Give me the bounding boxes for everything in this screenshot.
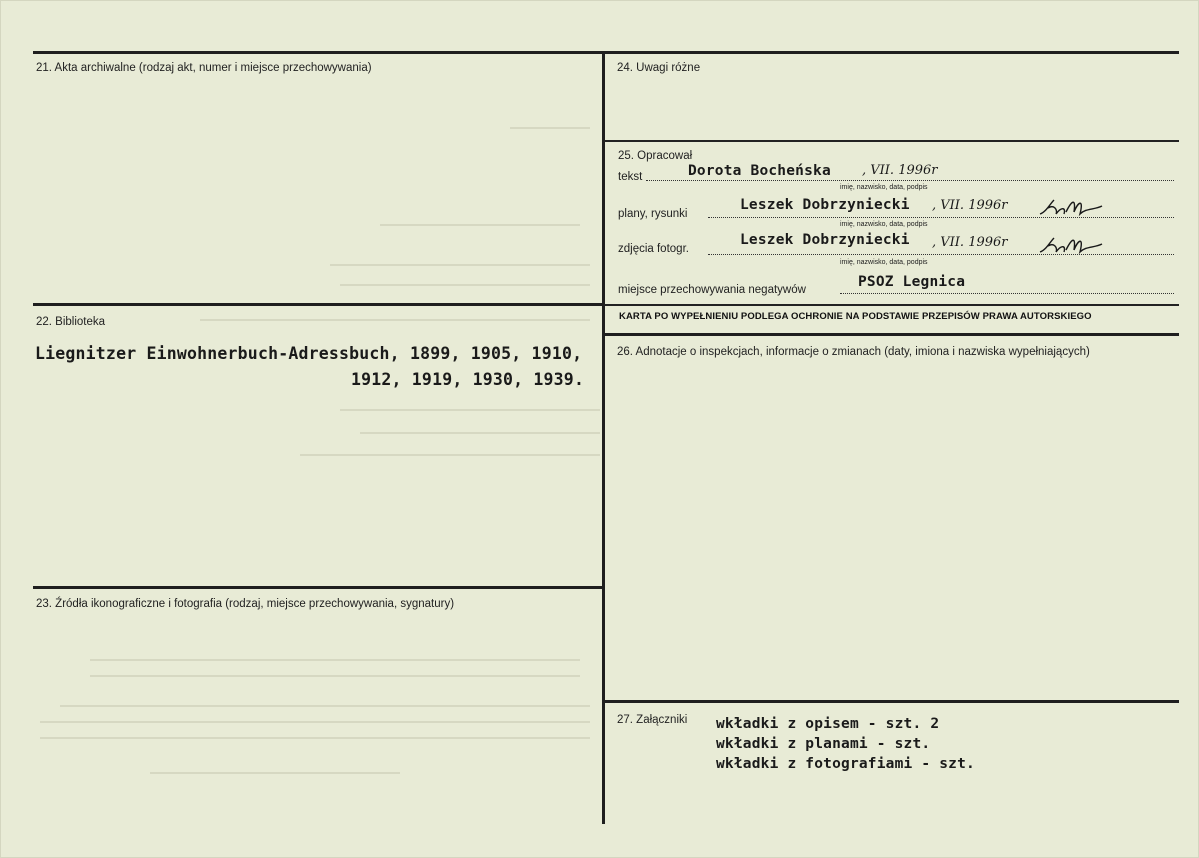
plany-hint: imię, nazwisko, data, podpis (840, 221, 928, 228)
copyright-notice: KARTA PO WYPEŁNIENIU PODLEGA OCHRONIE NA PODSTAWIE PRZEPISÓW PRAWA AUTORSKIEGO (619, 311, 1092, 322)
divider-notice-26 (604, 333, 1179, 336)
tekst-date: , VII. 1996r (862, 163, 938, 178)
zdjecia-date: , VII. 1996r (932, 235, 1008, 250)
field-24-label: 24. Uwagi różne (617, 62, 701, 74)
attachments-line1: wkładki z opisem - szt. 2 (716, 716, 940, 732)
divider-24-25 (604, 140, 1179, 142)
attachments-line2: wkładki z planami - szt. (716, 736, 931, 752)
field-21-label: 21. Akta archiwalne (rodzaj akt, numer i miejsce przechowywania) (36, 62, 372, 74)
divider-21-22 (33, 303, 604, 306)
field-22-label: 22. Biblioteka (36, 316, 106, 328)
divider-25-notice (604, 304, 1179, 306)
field-26-label: 26. Adnotacje o inspekcjach, informacje o zmianach (daty, imiona i nazwiska wypełniających) (617, 346, 1090, 358)
attachments-line3: wkładki z fotografiami - szt. (716, 756, 975, 772)
divider-22-23 (33, 586, 604, 589)
negatywy-label: miejsce przechowywania negatywów (618, 284, 806, 296)
tekst-dotted-line (646, 180, 1174, 181)
tekst-value: Dorota Bocheńska (688, 163, 831, 179)
plany-signature (1036, 194, 1106, 220)
zdjecia-hint: imię, nazwisko, data, podpis (840, 259, 928, 266)
top-border-line (33, 51, 1179, 54)
plany-value: Leszek Dobrzyniecki (740, 197, 910, 213)
field-25-label: 25. Opracował (618, 150, 693, 162)
field-22-value-line1: Liegnitzer Einwohnerbuch-Adressbuch, 1899, 1905, 1910, (35, 344, 583, 363)
plany-date: , VII. 1996r (932, 198, 1008, 213)
tekst-label: tekst (618, 171, 643, 183)
tekst-hint: imię, nazwisko, data, podpis (840, 184, 928, 191)
zdjecia-label: zdjęcia fotogr. (618, 243, 689, 255)
zdjecia-signature (1036, 232, 1106, 258)
field-23-label: 23. Źródła ikonograficzne i fotografia (rodzaj, miejsce przechowywania, sygnatury) (36, 598, 455, 610)
zdjecia-value: Leszek Dobrzyniecki (740, 232, 910, 248)
negatywy-value: PSOZ Legnica (858, 274, 966, 290)
field-22-value-line2: 1912, 1919, 1930, 1939. (351, 370, 585, 389)
negatywy-dotted-line (840, 293, 1174, 294)
divider-26-27 (604, 700, 1179, 703)
field-27-label: 27. Załączniki (617, 714, 688, 726)
center-divider (602, 51, 605, 824)
plany-label: plany, rysunki (618, 208, 688, 220)
